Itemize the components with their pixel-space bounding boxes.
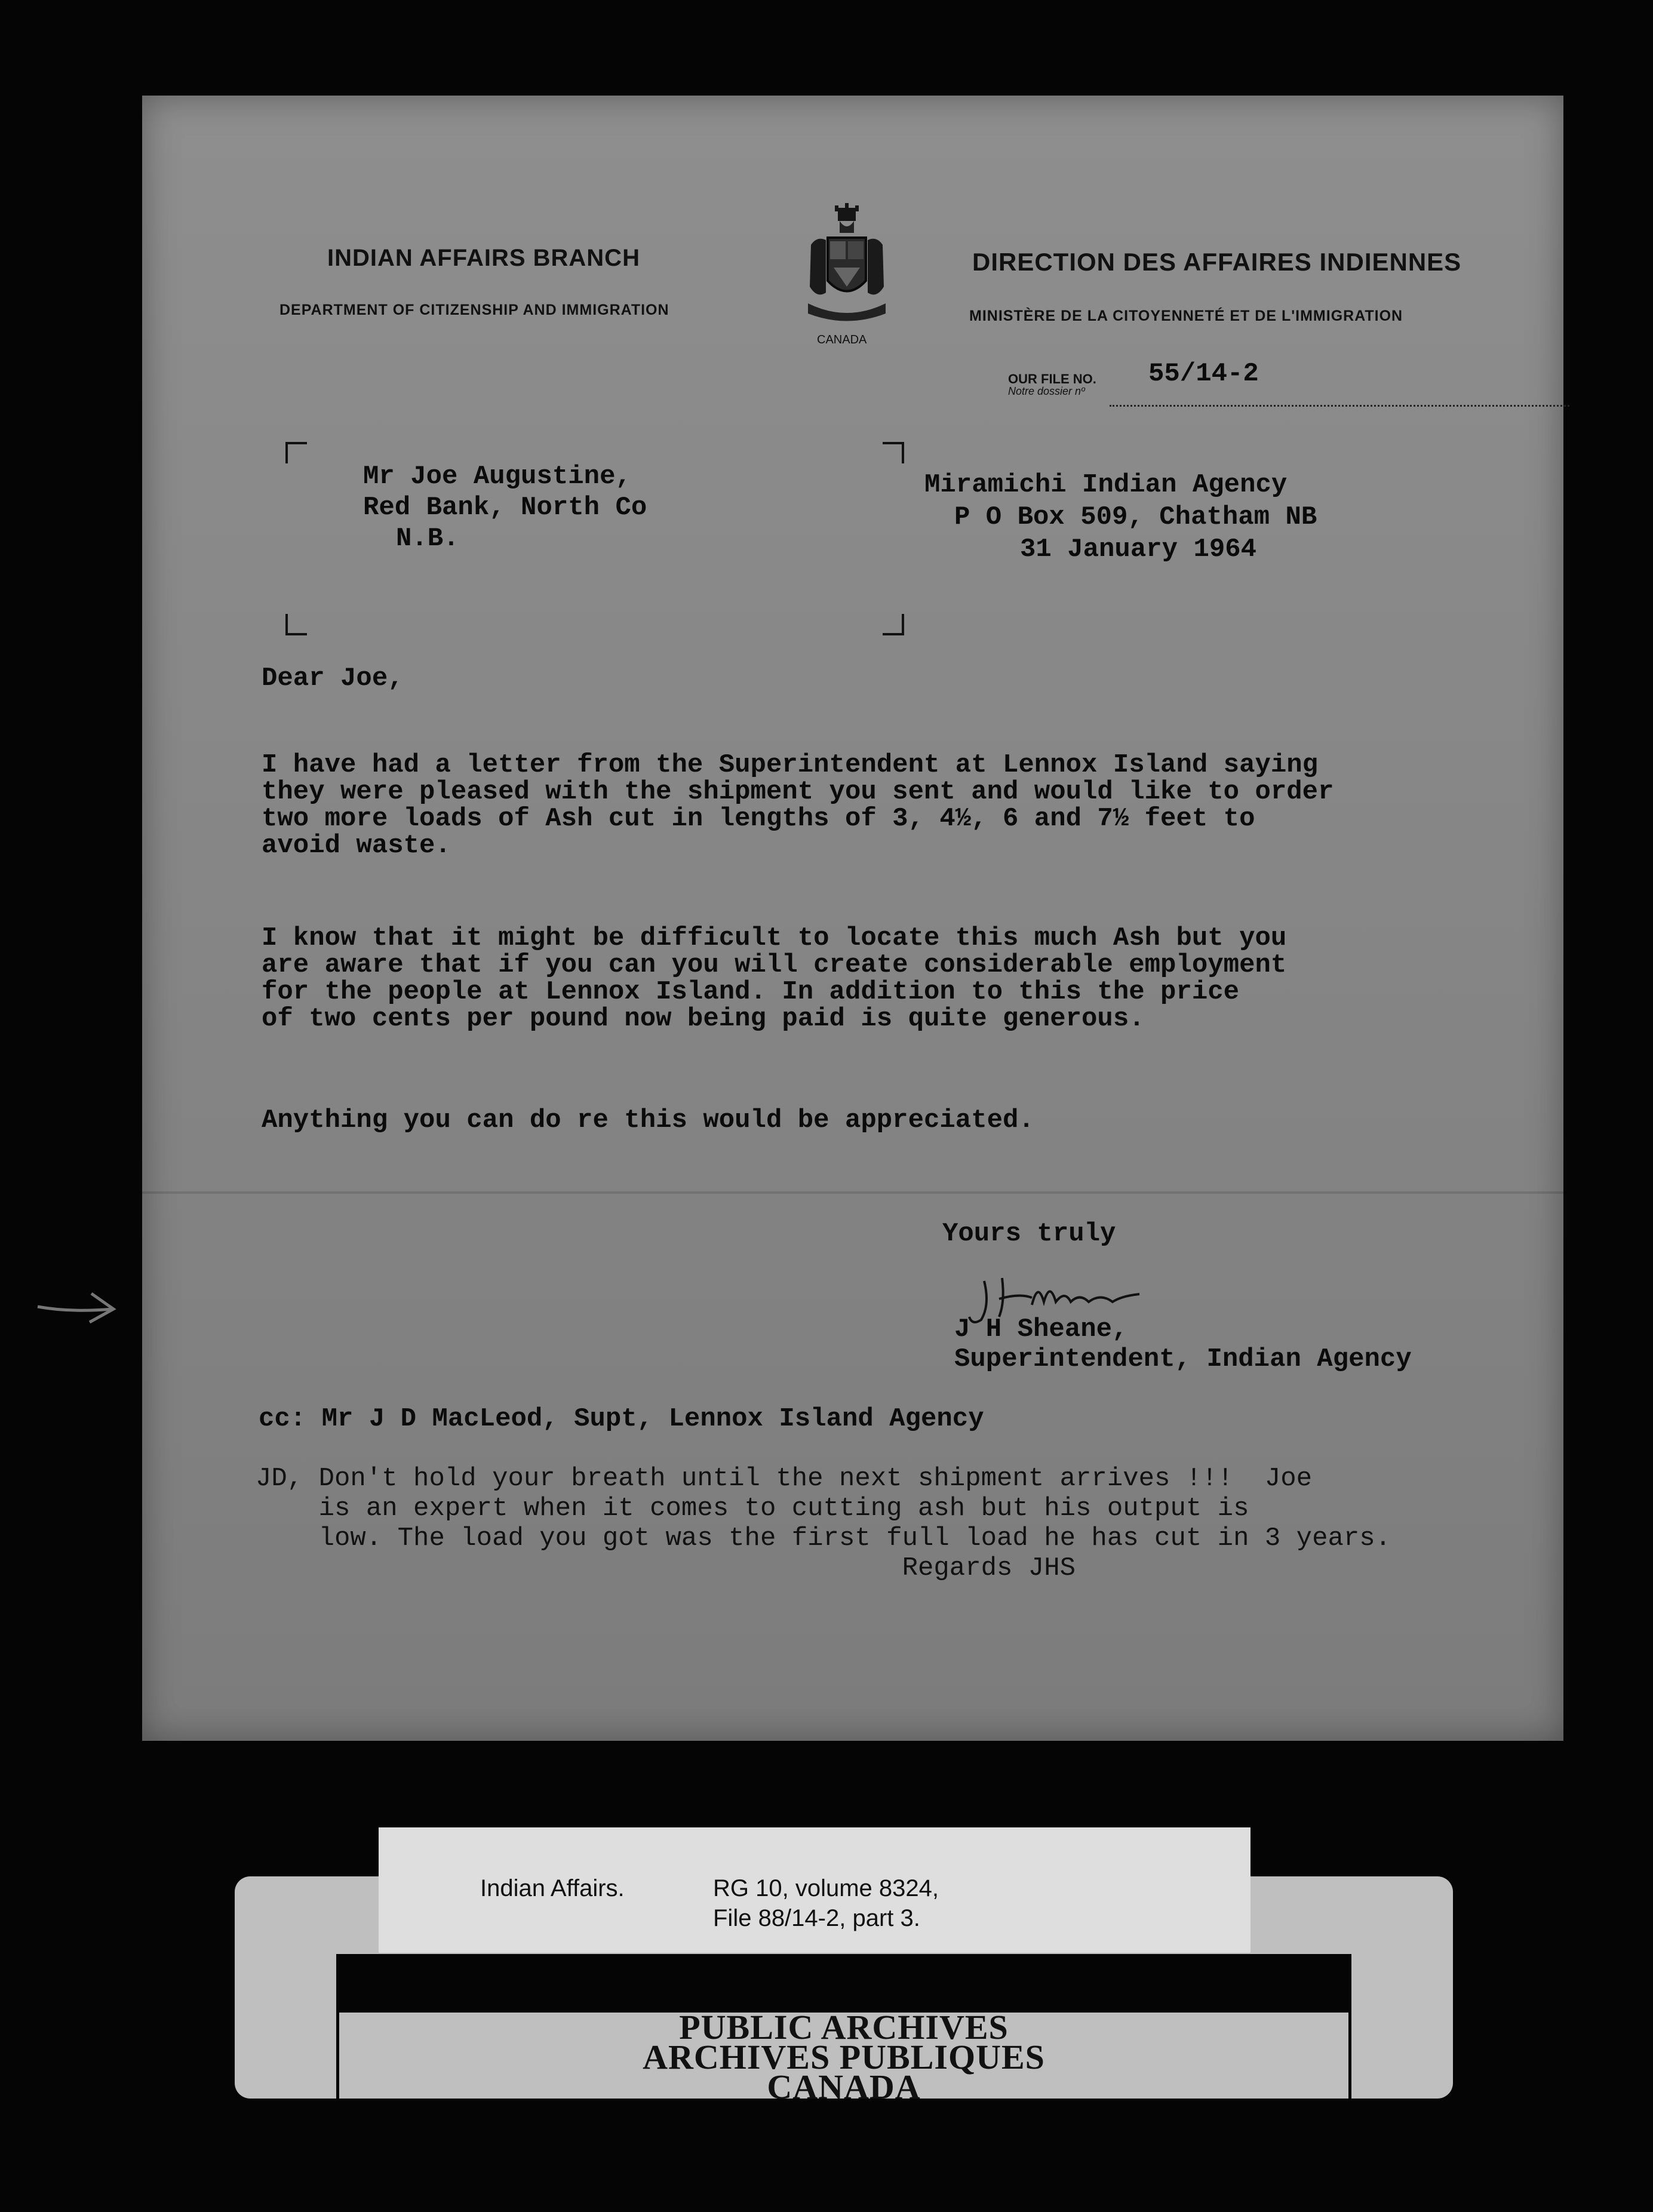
archive-reference-label <box>379 1827 1250 1953</box>
letterhead-dept-en: DEPARTMENT OF CITIZENSHIP AND IMMIGRATION <box>279 302 669 318</box>
letterhead-branch-en: INDIAN AFFAIRS BRANCH <box>327 245 640 271</box>
archive-agency: Indian Affairs. <box>480 1875 625 1901</box>
window-corner-bottom-right <box>883 614 904 635</box>
paragraph-line: I know that it might be difficult to locate this much Ash but you <box>262 923 1287 953</box>
file-number: 55/14-2 <box>1148 359 1259 389</box>
paragraph-3: Anything you can do re this would be appreciated. <box>262 1105 1034 1135</box>
window-corner-top-left <box>285 442 307 463</box>
sender-line-1: Miramichi Indian Agency <box>924 470 1288 500</box>
coat-of-arms-icon <box>805 203 889 328</box>
paragraph-line: for the people at Lennox Island. In addition to this the price <box>262 977 1240 1007</box>
letter-page <box>142 96 1563 1741</box>
letterhead-dept-fr: MINISTÈRE DE LA CITOYENNETÉ ET DE L'IMMIGRATION <box>969 308 1403 324</box>
postscript-line: is an expert when it comes to cutting ash but his output is <box>256 1494 1249 1523</box>
archive-record-group: RG 10, volume 8324, <box>713 1875 939 1901</box>
paragraph-line: avoid waste. <box>262 831 451 861</box>
file-number-dotted-line <box>1110 405 1569 407</box>
file-label-en: OUR FILE NO. <box>1008 371 1096 386</box>
archive-file: File 88/14-2, part 3. <box>713 1905 920 1931</box>
stamp-line-1: PUBLIC ARCHIVES <box>679 2008 1009 2047</box>
handwritten-arrow-icon <box>35 1289 118 1326</box>
paragraph-line: two more loads of Ash cut in lengths of 3, 4½, 6 and 7½ feet to <box>262 804 1255 834</box>
postscript-line: low. The load you got was the first full load he has cut in 3 years. <box>256 1523 1391 1553</box>
paragraph-line: they were pleased with the shipment you sent and would like to order <box>262 777 1334 807</box>
file-number-label <box>1008 373 1096 397</box>
letterhead-branch-fr: DIRECTION DES AFFAIRES INDIENNES <box>972 248 1462 276</box>
paragraph-line: I have had a letter from the Superintendent at Lennox Island saying <box>262 750 1319 780</box>
window-corner-bottom-left <box>285 614 307 635</box>
valediction: Yours truly <box>942 1219 1116 1249</box>
archive-stamp-text <box>339 2008 1348 2106</box>
sender-date: 31 January 1964 <box>1020 534 1257 564</box>
signatory-name: J H Sheane, <box>954 1314 1128 1344</box>
salutation: Dear Joe, <box>262 663 404 693</box>
recipient-line-1: Mr Joe Augustine, <box>363 462 631 491</box>
window-corner-top-right <box>883 442 904 463</box>
stamp-line-2: ARCHIVES PUBLIQUES <box>643 2038 1045 2076</box>
paragraph-line: are aware that if you can you will create considerable employment <box>262 950 1287 980</box>
recipient-line-3: N.B. <box>396 524 459 554</box>
cc-line: cc: Mr J D MacLeod, Supt, Lennox Island Agency <box>259 1404 984 1434</box>
signatory-title: Superintendent, Indian Agency <box>954 1344 1412 1374</box>
stamp-line-3: CANADA <box>767 2067 921 2106</box>
recipient-line-2: Red Bank, North Co <box>363 493 647 523</box>
paragraph-line: of two cents per pound now being paid is quite generous. <box>262 1004 1145 1034</box>
postscript-line: Regards JHS <box>256 1553 1076 1583</box>
file-label-fr: Notre dossier nº <box>1008 385 1085 397</box>
postscript-line: JD, Don't hold your breath until the next shipment arrives !!! Joe <box>256 1464 1313 1494</box>
sender-line-2: P O Box 509, Chatham NB <box>954 502 1317 532</box>
letterhead-country: CANADA <box>817 333 867 346</box>
